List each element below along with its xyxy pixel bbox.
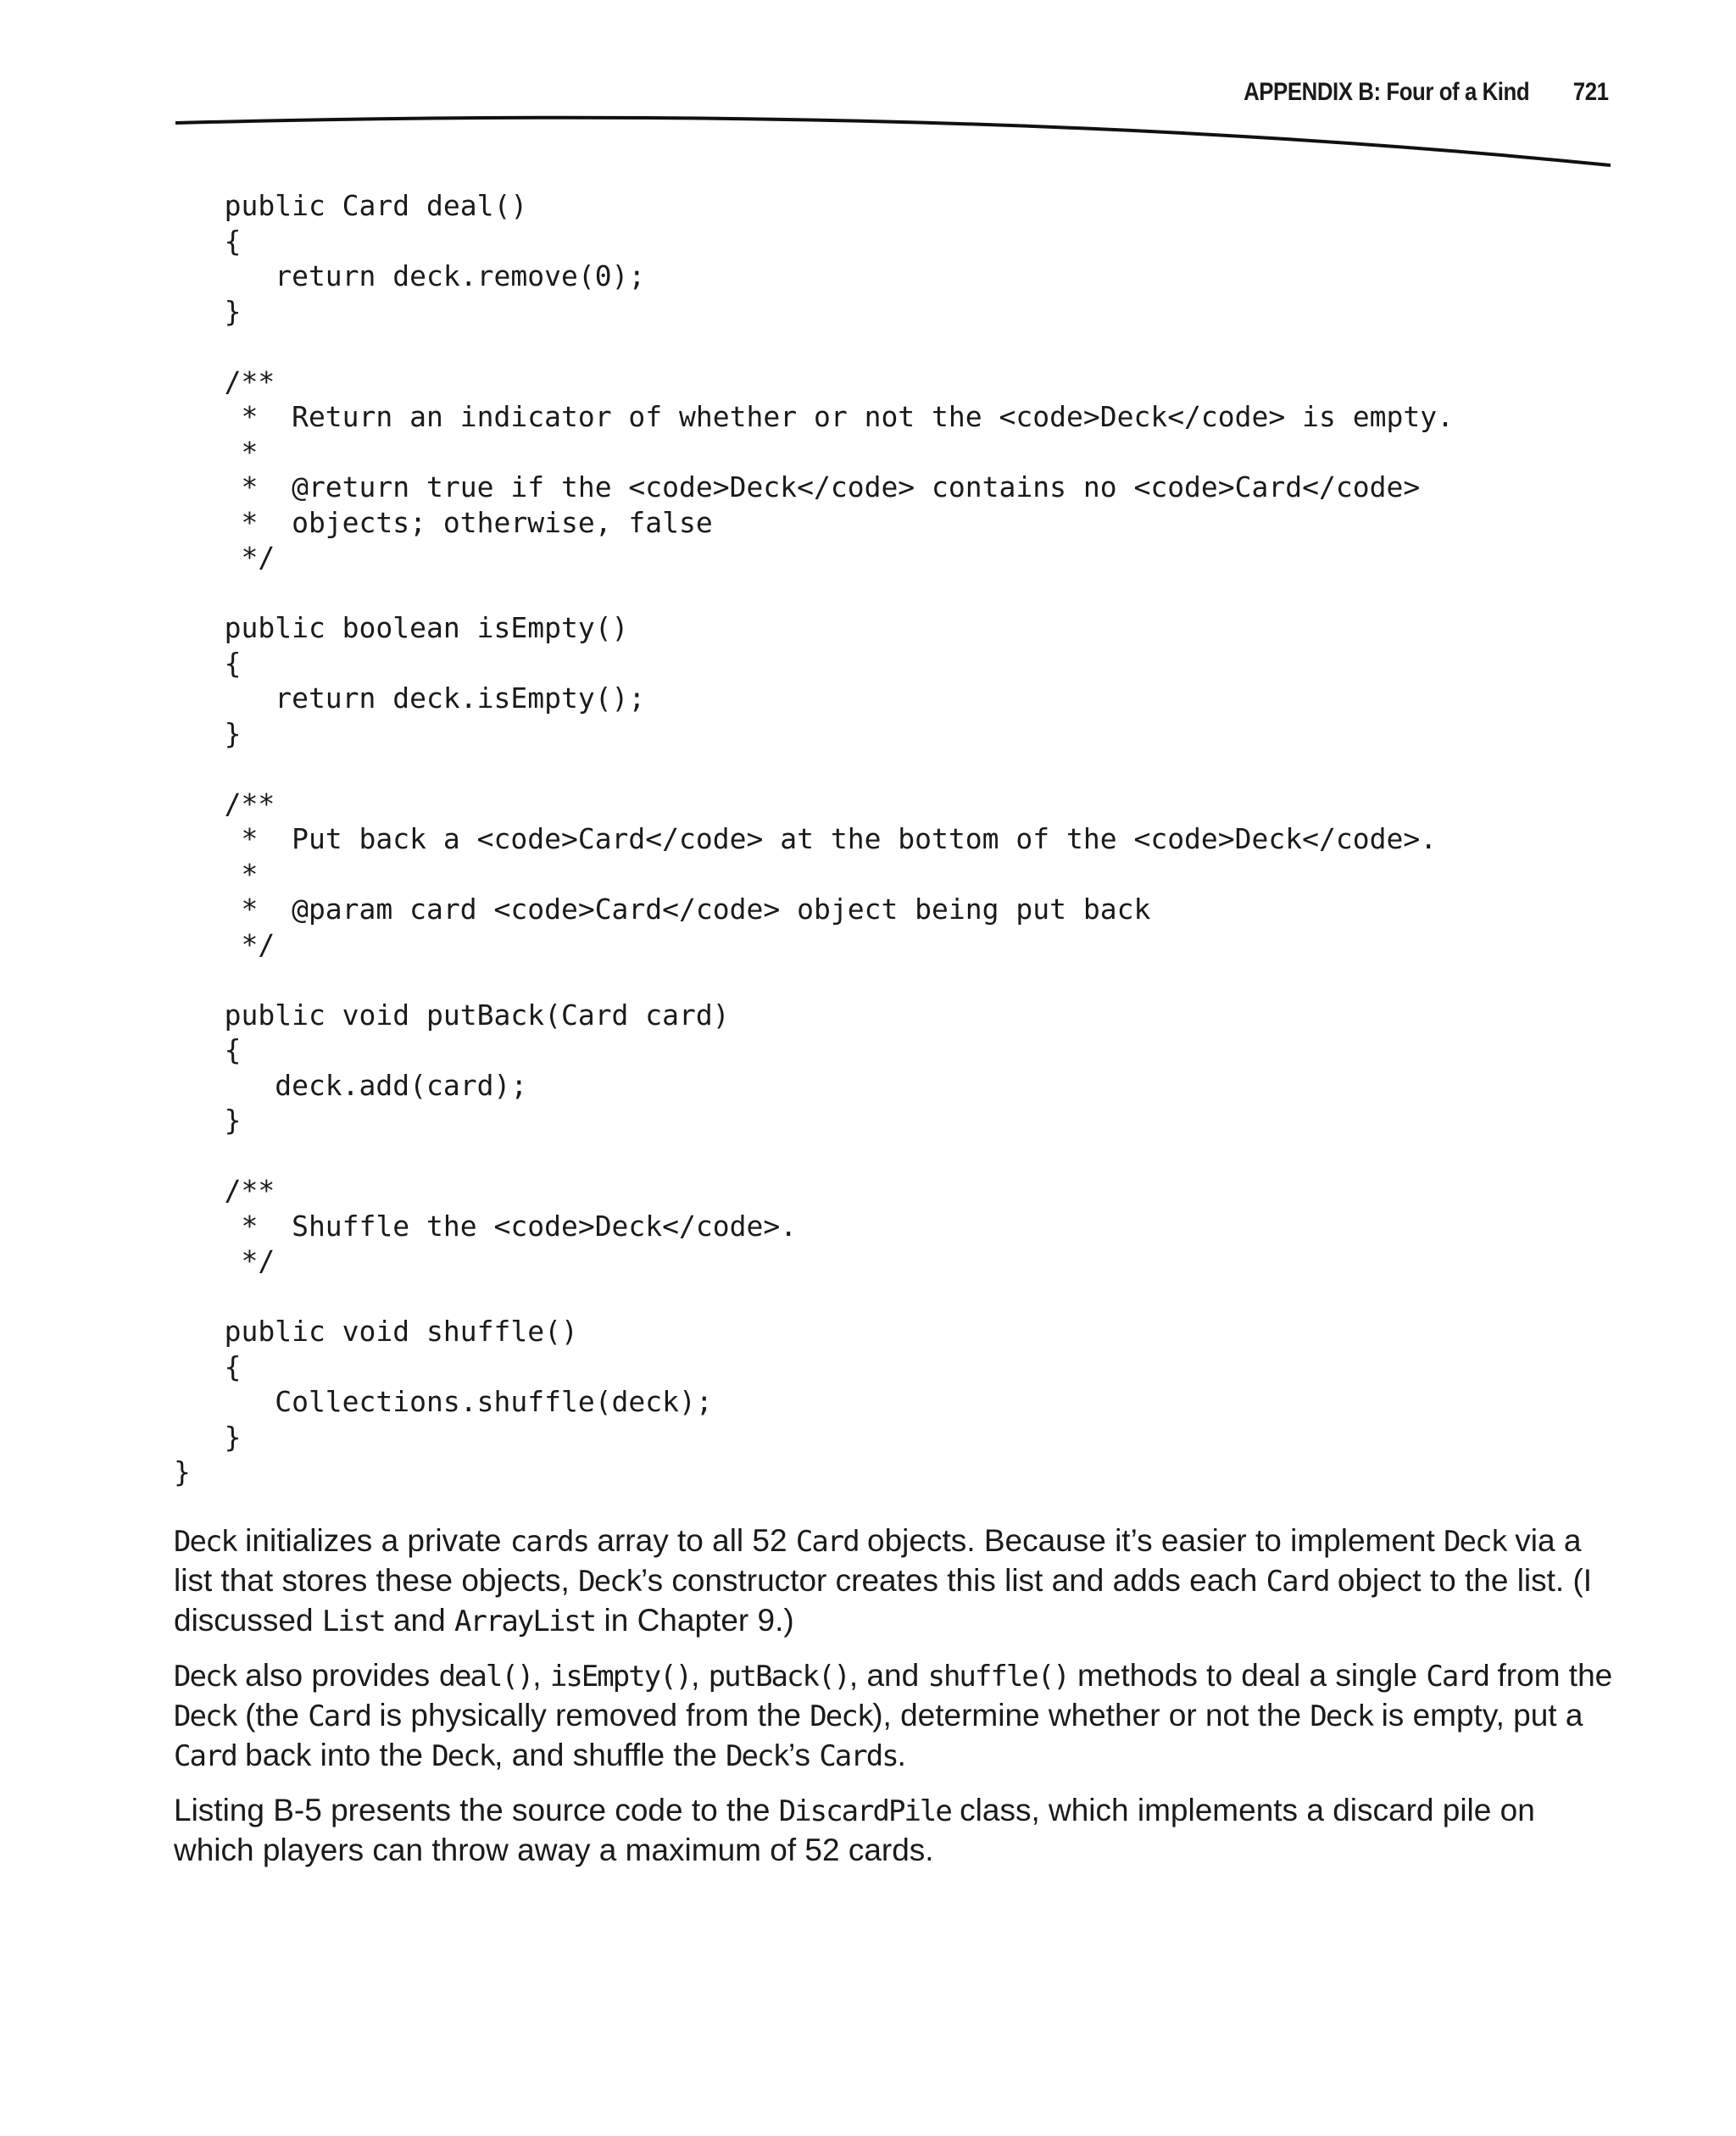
text-run: is physically removed from the [370, 1698, 810, 1733]
inline-code: Deck [578, 1565, 642, 1599]
inline-code: Card [174, 1739, 236, 1773]
text-run: objects. Because it’s easier to implement [858, 1523, 1444, 1558]
inline-code: List [321, 1605, 385, 1638]
inline-code: Card [1426, 1660, 1489, 1694]
code-line: public void putBack(Card card) [174, 998, 730, 1032]
code-line: } [174, 1420, 242, 1454]
inline-code: Deck [1444, 1525, 1506, 1559]
code-line [174, 1279, 1454, 1315]
inline-code: Deck [726, 1739, 788, 1773]
inline-code: Deck [174, 1699, 236, 1733]
text-run: also provides [236, 1658, 439, 1693]
text-run: , and shuffle the [494, 1738, 726, 1772]
code-line: /** [174, 787, 275, 820]
code-line: } [174, 1455, 191, 1488]
code-line: { [174, 1349, 242, 1383]
text-run: array to all 52 [588, 1523, 796, 1558]
code-line: } [174, 1104, 242, 1137]
inline-code: ArrayList [454, 1605, 596, 1638]
code-line: */ [174, 927, 275, 961]
code-line [174, 1138, 1454, 1174]
text-run: and [384, 1603, 454, 1638]
inline-code: shuffle() [927, 1660, 1069, 1694]
paragraph [174, 1656, 1615, 1776]
code-line: public Card deal() [174, 189, 528, 222]
code-line: * @return true if the <code>Deck</code> contains no <code>Card</code> [174, 470, 1421, 503]
code-line: public boolean isEmpty() [174, 611, 629, 644]
code-line: * [174, 435, 259, 469]
header-rule [0, 0, 1736, 186]
code-line: Collections.shuffle(deck); [174, 1385, 713, 1418]
page-number: 721 [1573, 78, 1609, 106]
inline-code: Deck [431, 1739, 495, 1773]
running-title: APPENDIX B: Four of a Kind [1244, 78, 1530, 106]
code-listing [174, 188, 1454, 1490]
code-line: * @param card <code>Card</code> object being put back [174, 893, 1151, 926]
inline-code: deal() [438, 1660, 533, 1694]
code-line: * Shuffle the <code>Deck</code>. [174, 1209, 798, 1243]
text-run: object to the list. (I discussed [174, 1563, 1593, 1638]
text-run: from the [1488, 1658, 1613, 1693]
text-run: in Chapter 9.) [595, 1603, 794, 1638]
code-line: { [174, 1033, 242, 1066]
text-run: is empty, put a [1372, 1698, 1583, 1733]
code-line: deck.add(card); [174, 1068, 528, 1102]
code-line: { [174, 224, 242, 258]
text-run: Listing B-5 presents the source code to the [174, 1793, 779, 1827]
inline-code: Deck [174, 1525, 236, 1559]
inline-code: DiscardPile [778, 1794, 951, 1828]
inline-code: isEmpty() [549, 1660, 692, 1694]
text-run: ’s constructor creates this list and adds each [641, 1563, 1266, 1598]
inline-code: Deck [174, 1660, 236, 1694]
paragraph [174, 1521, 1615, 1641]
code-line: /** [174, 364, 275, 398]
code-line: /** [174, 1174, 275, 1207]
text-run: methods to deal a single [1068, 1658, 1427, 1693]
text-run: via a list that stores these objects, [174, 1523, 1582, 1598]
text-run: class, which implements a discard pile on which players can throw away a maximum of 52 cards. [174, 1793, 1535, 1867]
code-line: } [174, 716, 242, 750]
code-line [174, 751, 1454, 787]
code-line: * objects; otherwise, false [174, 505, 713, 539]
inline-code: Card [308, 1699, 371, 1733]
text-run: (the [236, 1698, 309, 1733]
inline-code: putBack() [708, 1660, 849, 1694]
paragraph [174, 1791, 1615, 1870]
code-line [174, 329, 1454, 364]
inline-code: Card [795, 1525, 859, 1559]
inline-code: Card [1266, 1565, 1329, 1599]
code-line: { [174, 646, 242, 680]
text-run: ’s [787, 1738, 820, 1772]
text-run: , and [849, 1658, 928, 1693]
code-line: * Return an indicator of whether or not the <code>Deck</code> is empty. [174, 400, 1454, 433]
code-line: */ [174, 1244, 275, 1277]
text-run: . [897, 1738, 906, 1772]
inline-code: Deck [1310, 1699, 1373, 1733]
text-run: back into the [236, 1738, 432, 1772]
code-line: public void shuffle() [174, 1315, 578, 1348]
text-run: , [532, 1658, 550, 1693]
code-line: return deck.remove(0); [174, 259, 646, 292]
inline-code: Cards [819, 1739, 898, 1773]
inline-code: Deck [810, 1699, 873, 1733]
code-line: */ [174, 541, 275, 574]
text-run: initializes a private [236, 1523, 510, 1558]
code-line: * [174, 857, 259, 891]
text-run: ), determine whether or not the [872, 1698, 1310, 1733]
code-line: } [174, 294, 242, 328]
code-line [174, 576, 1454, 611]
text-run: , [691, 1658, 709, 1693]
body-text [174, 1521, 1615, 1885]
code-line: * Put back a <code>Card</code> at the bottom of the <code>Deck</code>. [174, 822, 1438, 855]
code-line [174, 962, 1454, 998]
code-line: return deck.isEmpty(); [174, 681, 646, 715]
inline-code: cards [509, 1525, 589, 1559]
